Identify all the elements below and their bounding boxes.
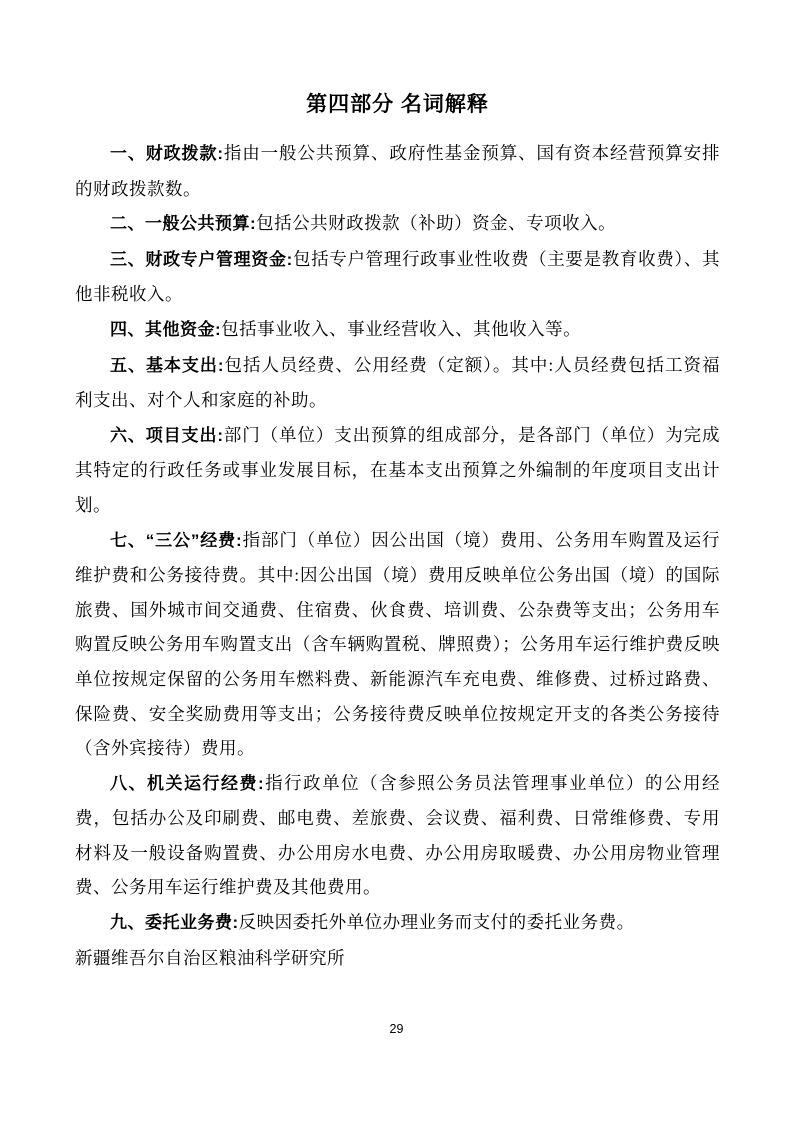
definition-term: 八、机关运行经费:	[110, 773, 265, 793]
definition-paragraph	[75, 418, 720, 523]
definition-term: 九、委托业务费:	[110, 913, 239, 933]
definition-text: 指由一般公共预算、政府性基金预算、国有资本经营预算安排的财政拨款数。	[75, 143, 720, 199]
definition-paragraph	[75, 766, 720, 905]
definition-text: 包括专户管理行政事业性收费（主要是教育收费）、其他非税收入。	[75, 248, 720, 305]
definition-paragraph	[75, 348, 720, 418]
definition-text: 指部门（单位）因公出国（境）费用、公务用车购置及运行维护费和公务接待费。其中:因公出国（境）费用反映单位公务出国（境）的国际旅费、国外城市间交通费、住宿费、伙食费、培训费、公杂费等支出；公务用车购置反映公务用车购置支出（含车辆购置税、牌照费）；公务用车运行维护费反映单位按规定保留的公务用车燃料费、新能源汽车充电费、维修费、过桥过路费、保险费、安全奖励费用等支出；公务接待费反映单位按规定开支的各类公务接待（含外宾接待）费用。	[75, 529, 720, 759]
definition-paragraph	[75, 206, 720, 242]
definition-text: 部门（单位）支出预算的组成部分，是各部门（单位）为完成其特定的行政任务或事业发展目标，在基本支出预算之外编制的年度项目支出计划。	[75, 424, 720, 515]
definition-text: 包括公共财政拨款（补助）资金、专项收入。	[256, 213, 617, 234]
definition-term: 三、财政专户管理资金:	[110, 249, 293, 269]
definition-paragraph	[75, 136, 720, 206]
definition-text: 包括人员经费、公用经费（定额）。其中:人员经费包括工资福利支出、对个人和家庭的补助。	[75, 354, 720, 411]
definition-term: 一、财政拨款:	[110, 144, 224, 163]
footer-organization-name: 新疆维吾尔自治区粮油科学研究所	[75, 947, 345, 968]
definition-paragraph	[75, 242, 720, 312]
definition-paragraph	[75, 523, 720, 766]
definition-term: 六、项目支出:	[110, 425, 224, 445]
definition-term: 四、其他资金:	[110, 319, 222, 339]
definition-text: 指行政单位（含参照公务员法管理事业单位）的公用经费，包括办公及印刷费、邮电费、差旅费、会议费、福利费、日常维修费、专用材料及一般设备购置费、办公用房水电费、办公用房取暖费、办公用房物业管理费、公务用车运行维护费及其他费用。	[75, 772, 720, 898]
definition-text: 包括事业收入、事业经营收入、其他收入等。	[221, 318, 582, 339]
definition-term: 七、“三公”经费:	[110, 530, 243, 550]
definition-term: 二、一般公共预算:	[110, 214, 257, 234]
page-title: 第四部分 名词解释	[306, 93, 489, 116]
definition-text: 反映因委托外单位办理业务而支付的委托业务费。	[238, 912, 635, 933]
definition-paragraph	[75, 905, 720, 941]
definition-term: 五、基本支出:	[110, 355, 225, 375]
definition-paragraph	[75, 312, 720, 348]
page-number: 29	[389, 1022, 404, 1036]
